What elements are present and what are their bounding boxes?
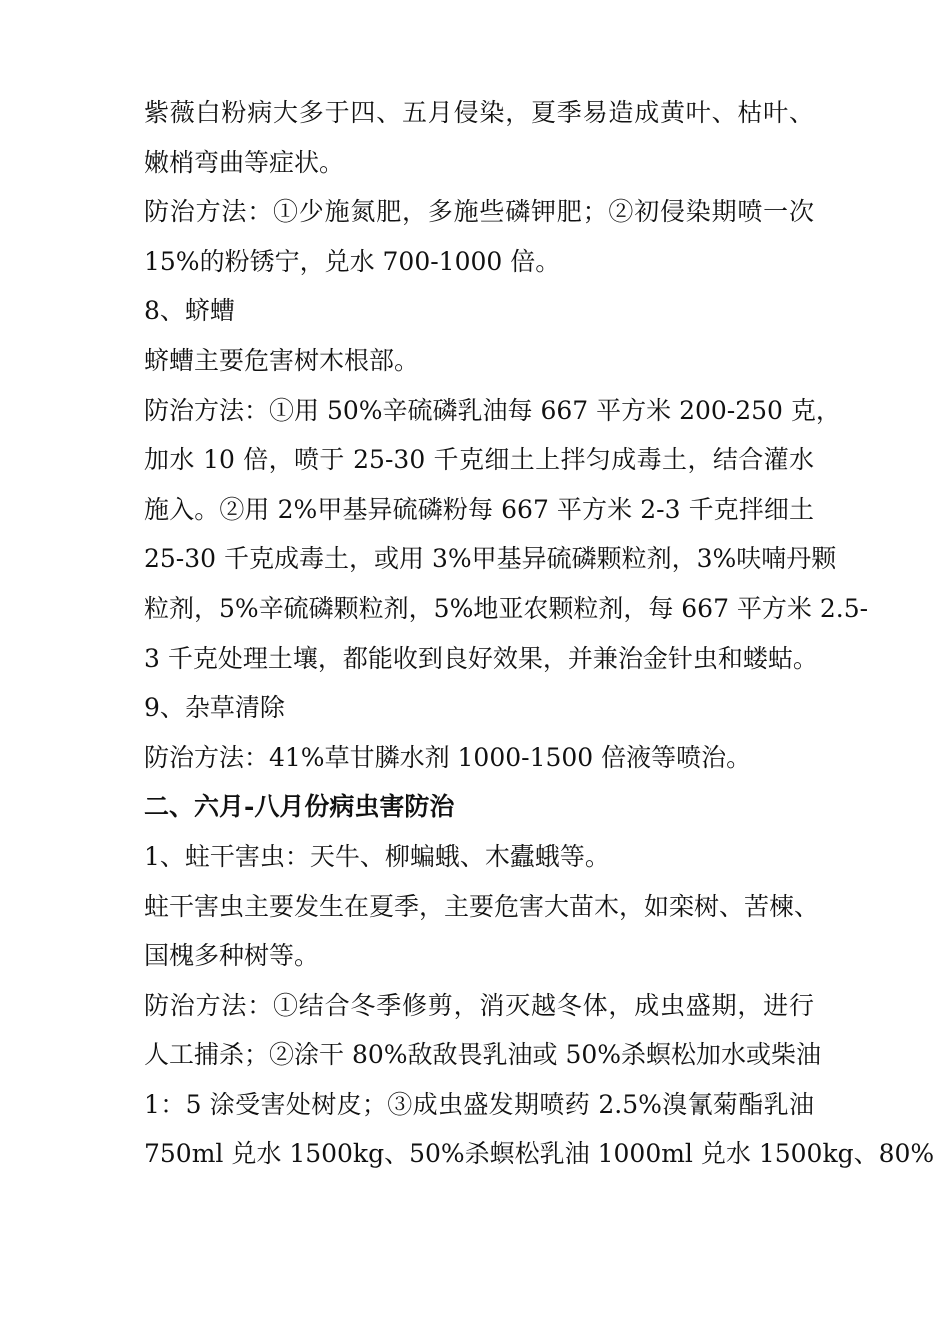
paragraph-line: 防治方法：①少施氮肥，多施些磷钾肥；②初侵染期喷一次 [144,197,814,227]
paragraph-line: 蛴螬主要危害树木根部。 [144,345,420,375]
paragraph-line: 粒剂，5%辛硫磷颗粒剂，5%地亚农颗粒剂，每 667 平方米 2.5- [144,593,869,623]
paragraph-line: 蛀干害虫主要发生在夏季，主要危害大苗木，如栾树、苦楝、 [144,891,820,921]
paragraph-line: 人工捕杀；②涂干 80%敌敌畏乳油或 50%杀螟松加水或柴油 [144,1040,822,1070]
paragraph-line: 防治方法：①用 50%辛硫磷乳油每 667 平方米 200-250 克， [144,395,841,425]
paragraph-line: 国槐多种树等。 [144,941,320,971]
paragraph-line: 施入。②用 2%甲基异硫磷粉每 667 平方米 2-3 千克拌细土 [144,494,814,524]
paragraph-line: 嫩梢弯曲等症状。 [144,147,345,177]
section-title: 1、蛀干害虫：天牛、柳蝙蛾、木蠹蛾等。 [144,841,610,871]
paragraph-line: 3 千克处理土壤，都能收到良好效果，并兼治金针虫和蝼蛄。 [144,643,818,673]
paragraph-line: 25-30 千克成毒土，或用 3%甲基异硫磷颗粒剂，3%呋喃丹颗 [144,544,837,574]
paragraph-line: 加水 10 倍，喷于 25-30 千克细土上拌匀成毒土，结合灌水 [144,445,814,475]
paragraph-line: 防治方法：①结合冬季修剪，消灭越冬体，成虫盛期，进行 [144,990,814,1020]
paragraph-line: 1：5 涂受害处树皮；③成虫盛发期喷药 2.5%溴氰菊酯乳油 [144,1089,814,1119]
paragraph-line: 防治方法：41%草甘膦水剂 1000-1500 倍液等喷治。 [144,742,752,772]
paragraph-line: 750ml 兑水 1500kg、50%杀螟松乳油 1000ml 兑水 1500kg、80% [144,1139,935,1169]
document-body [144,88,935,1179]
section-title: 9、杂草清除 [144,693,285,723]
section-title: 8、蛴螬 [144,296,235,326]
paragraph-line: 紫薇白粉病大多于四、五月侵染，夏季易造成黄叶、枯叶、 [144,98,814,127]
paragraph-line: 15%的粉锈宁，兑水 700-1000 倍。 [144,246,561,276]
chapter-heading: 二、六月-八月份病虫害防治 [144,792,455,822]
